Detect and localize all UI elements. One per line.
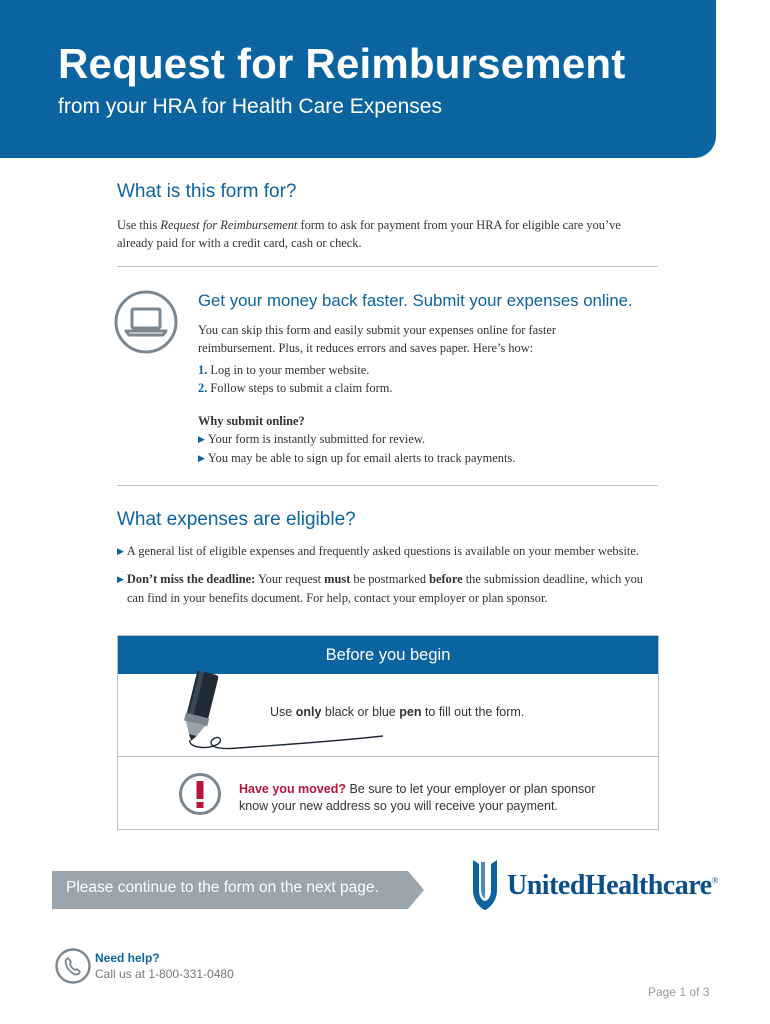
purpose-text: already paid for with a credit card, cash or check. (117, 236, 362, 250)
divider (117, 485, 658, 486)
why-online (198, 412, 658, 468)
section-heading-purpose: What is this form for? (117, 181, 297, 202)
continue-message: Please continue to the form on the next page. (66, 879, 379, 896)
list-item (198, 379, 658, 397)
u-shield-logo-icon (470, 858, 500, 912)
why-item-text: Your form is instantly submitted for review. (207, 432, 426, 446)
deadline-text: the submission deadline, which you (462, 572, 643, 586)
eligible-item-1 (117, 542, 677, 561)
pen-text: Use (270, 705, 296, 719)
page-title: Request for Reimbursement (58, 40, 626, 87)
eligible-text: A general list of eligible expenses and frequently asked questions is available on your member website. (126, 544, 639, 558)
deadline-label: Don’t miss the deadline: (126, 572, 256, 586)
triangle-bullet-icon: ▶ (198, 453, 205, 463)
why-heading: Why submit online? (198, 414, 305, 428)
purpose-text: Use this (117, 218, 161, 232)
deadline-text: Your request (255, 572, 325, 586)
page-subtitle: from your HRA for Health Care Expenses (58, 95, 442, 118)
pen-instruction (270, 705, 524, 719)
online-intro (198, 321, 658, 357)
before-you-begin-box (117, 635, 659, 830)
section-heading-eligible: What expenses are eligible? (117, 509, 356, 530)
header-banner (0, 0, 716, 158)
step-text: Follow steps to submit a claim form. (210, 381, 393, 395)
box-divider (118, 756, 658, 757)
pen-text: black or blue (321, 705, 400, 719)
list-item (198, 361, 658, 379)
pen-emphasis: pen (399, 705, 422, 719)
triangle-bullet-icon: ▶ (198, 434, 205, 444)
list-item (198, 430, 658, 449)
list-item (198, 449, 658, 468)
moved-text: Be sure to let your employer or plan sponsor (345, 782, 596, 796)
eligible-item-deadline (117, 570, 677, 607)
page-number: Page 1 of 3 (648, 985, 710, 999)
deadline-emphasis: before (429, 572, 463, 586)
online-steps (198, 361, 658, 397)
help-title: Need help? (95, 951, 160, 965)
deadline-emphasis: must (324, 572, 351, 586)
help-phone[interactable]: Call us at 1-800-331-0480 (95, 967, 234, 981)
pen-text: to fill out the form. (421, 705, 525, 719)
divider (117, 266, 658, 267)
phone-icon (55, 948, 91, 984)
laptop-icon (114, 290, 178, 354)
step-text: Log in to your member website. (210, 363, 370, 377)
pen-emphasis: only (295, 705, 322, 719)
exclamation-icon (178, 772, 222, 816)
purpose-paragraph (117, 216, 662, 252)
moved-notice (239, 781, 595, 815)
registered-mark: ® (711, 875, 718, 886)
online-intro-text: reimbursement. Plus, it reduces errors and saves paper. Here’s how: (198, 341, 534, 355)
moved-text: know your new address so you will receive your payment. (239, 799, 558, 813)
online-intro-text: You can skip this form and easily submit your expenses online for faster (198, 323, 557, 337)
form-name: Request for Reimbursement (160, 218, 298, 232)
why-item-text: You may be able to sign up for email alerts to track payments. (207, 451, 516, 465)
moved-label: Have you moved? (239, 782, 346, 796)
logo-text: UnitedHealthcare (507, 870, 712, 901)
section-heading-online: Get your money back faster. Submit your expenses online. (198, 291, 633, 310)
step-number: 2. (198, 381, 208, 395)
triangle-bullet-icon: ▶ (117, 574, 124, 584)
box-heading: Before you begin (118, 636, 658, 674)
deadline-text: can find in your benefits document. For help, contact your employer or plan sponsor. (127, 591, 548, 605)
triangle-bullet-icon: ▶ (117, 546, 124, 556)
purpose-text: form to ask for payment from your HRA for eligible care you’ve (297, 218, 621, 232)
deadline-text: be postmarked (350, 572, 430, 586)
company-logo (507, 870, 718, 902)
step-number: 1. (198, 363, 208, 377)
